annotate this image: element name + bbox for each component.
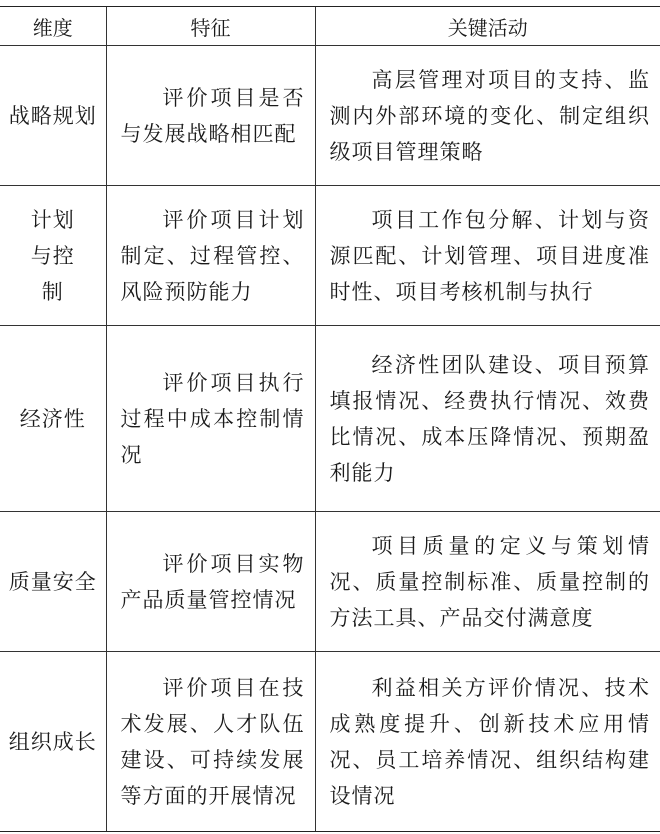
cell-dimension: 战略规划 bbox=[0, 46, 106, 186]
cell-feature bbox=[106, 46, 315, 186]
activities-text: 高层管理对项目的支持、监测内外部环境的变化、制定组织级项目管理策略 bbox=[329, 67, 650, 164]
feature-text: 评价项目执行过程中成本控制情况 bbox=[120, 370, 305, 467]
header-row bbox=[0, 7, 660, 46]
table-row bbox=[0, 46, 660, 186]
cell-feature bbox=[106, 512, 315, 652]
cell-dimension: 经济性 bbox=[0, 326, 106, 512]
feature-text: 评价项目实物产品质量管控情况 bbox=[120, 551, 305, 612]
table-row bbox=[0, 512, 660, 652]
cell-dimension: 质量安全 bbox=[0, 512, 106, 652]
feature-text: 评价项目在技术发展、人才队伍建设、可持续发展等方面的开展情况 bbox=[120, 675, 305, 808]
table-row bbox=[0, 186, 660, 326]
header-activities: 关键活动 bbox=[315, 7, 660, 46]
header-dimension: 维度 bbox=[0, 7, 106, 46]
feature-text: 评价项目是否与发展战略相匹配 bbox=[120, 85, 305, 146]
cell-feature bbox=[106, 326, 315, 512]
activities-text: 项目工作包分解、计划与资源匹配、计划管理、项目进度准时性、项目考核机制与执行 bbox=[329, 207, 650, 304]
table-row bbox=[0, 326, 660, 512]
dimension-text: 计划与控制 bbox=[30, 207, 75, 304]
cell-activities bbox=[315, 46, 660, 186]
feature-text: 评价项目计划制定、过程管控、风险预防能力 bbox=[120, 207, 305, 304]
activities-text: 利益相关方评价情况、技术成熟度提升、创新技术应用情况、员工培养情况、组织结构建设情况 bbox=[329, 675, 650, 808]
cell-dimension bbox=[0, 186, 106, 326]
cell-feature bbox=[106, 652, 315, 832]
cell-dimension: 组织成长 bbox=[0, 652, 106, 832]
evaluation-table bbox=[0, 6, 660, 832]
header-feature: 特征 bbox=[106, 7, 315, 46]
activities-text: 经济性团队建设、项目预算填报情况、经费执行情况、效费比情况、成本压降情况、预期盈利能力 bbox=[329, 352, 650, 485]
cell-activities bbox=[315, 186, 660, 326]
cell-activities bbox=[315, 512, 660, 652]
cell-activities bbox=[315, 326, 660, 512]
table-row bbox=[0, 652, 660, 832]
cell-activities bbox=[315, 652, 660, 832]
activities-text: 项目质量的定义与策划情况、质量控制标准、质量控制的方法工具、产品交付满意度 bbox=[329, 533, 650, 630]
cell-feature bbox=[106, 186, 315, 326]
